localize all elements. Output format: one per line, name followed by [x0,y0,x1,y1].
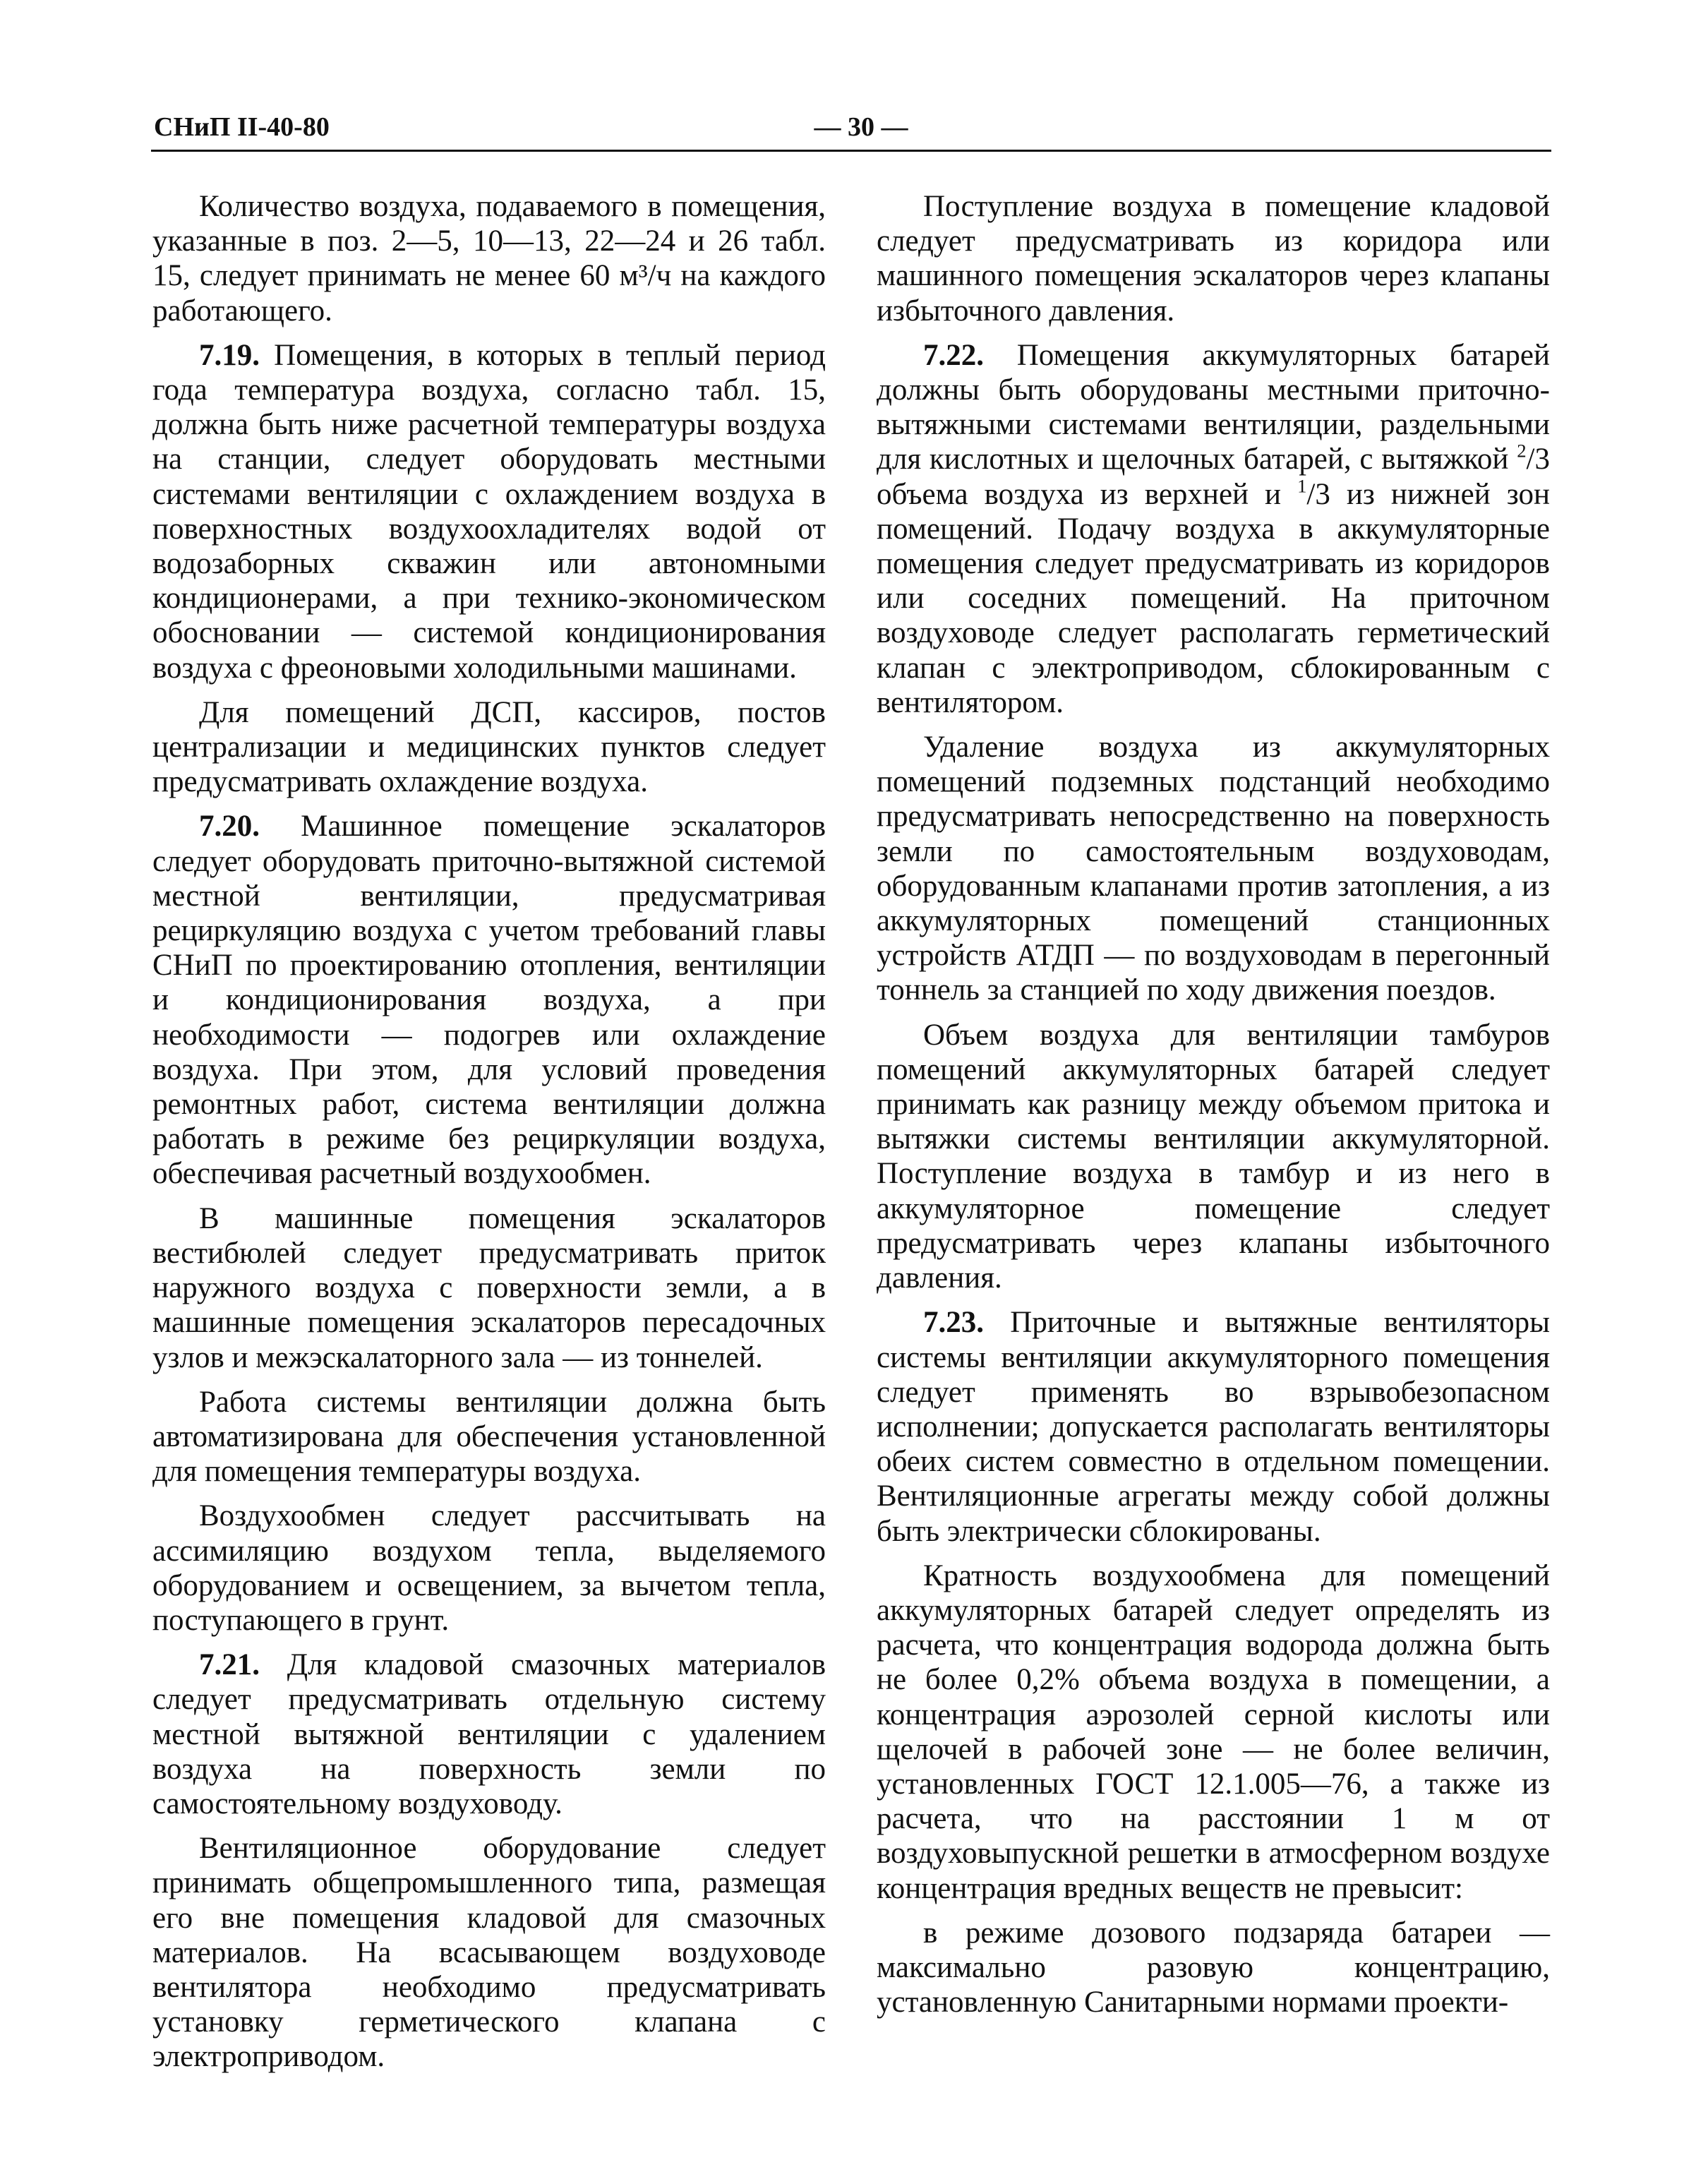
paragraph-text: Воздухообмен следует рассчитывать на ассимиляцию воздухом тепла, выделяемого оборудованием и освещением, за вычетом тепла, поступающего в грунт. [152,1499,826,1637]
document-code: СНиП II-40-80 [154,112,330,142]
clause-7-22 [877,338,1550,720]
paragraph-text: Объем воздуха для вентиляции тамбуров помещений аккумуляторных батарей следует принимать как разницу между объемом притока и вытяжки системы вентиляции аккумуляторной. Поступление воздуха в тамбур и из него в аккумуляторное помещение следует предусматривать через клапаны избыточного давления. [877,1018,1550,1295]
header-rule [151,150,1551,152]
clause-number: 7.22. [923,338,984,372]
fraction-denominator: /3 [1526,443,1550,476]
paragraph-text: Приточные и вытяжные вентиляторы системы вентиляции аккумуляторного помещения следует применять во взрывобезопасном исполнении; допускается располагать вентиляторы обеих систем совместно в отдельном помещении. Вентиляционные агрегаты между собой должны быть электрически сблокированы. [877,1306,1550,1548]
paragraph-text: в режиме дозового подзаряда батареи — максимально разовую концентрацию, установленную Санитарными нормами проекти- [877,1916,1550,2019]
clause-7-21 [152,1647,826,1821]
paragraph [152,695,826,800]
paragraph-text: Помещения аккумуляторных батарей должны быть оборудованы местными приточно-вытяжными системами вентиляции, раздельными для кислотных и щелочных батарей, с вытяжкой [877,338,1550,476]
paragraph-text: Для кладовой смазочных материалов следует предусматривать отдельную систему местной вытяжной вентиляции с удалением воздуха на поверхность земли по самостоятельному воздуховоду. [152,1648,826,1820]
clause-number: 7.23. [923,1306,984,1340]
clause-number: 7.21. [199,1648,260,1682]
clause-number: 7.19. [199,338,260,372]
fraction-numerator: 1 [1297,475,1307,497]
paragraph [152,1201,826,1375]
paragraph [152,189,826,328]
clause-7-19 [152,338,826,685]
page-number: — 30 — [814,112,908,142]
paragraph-text: Вентиляционное оборудование следует принимать общепромышленного типа, размещая его вне помещения кладовой для смазочных материалов. На всасывающем воздуховоде вентилятора необходимо предусматривать установку герметического клапана с электроприводом. [152,1832,826,2074]
fraction-numerator: 2 [1517,440,1527,462]
left-column [152,189,826,2084]
paragraph [877,730,1550,1008]
paragraph [152,1831,826,2074]
clause-7-23 [877,1305,1550,1548]
right-column [877,189,1550,2029]
paragraph-text: Количество воздуха, подаваемого в помещения, указанные в поз. 2—5, 10—13, 22—24 и 26 табл. 15, следует принимать не менее 60 м³/ч на каждого работающего. [152,190,826,328]
paragraph-text: Машинное помещение эскалаторов следует оборудовать приточно-вытяжной системой местной вентиляции, предусматривая рециркуляцию воздуха с учетом требований главы СНиП по проектированию отопления, вентиляции и кондиционирования воздуха, а при необходимости — подогрев или охлаждение воздуха. При этом, для условий проведения ремонтных работ, система вентиляции должна работать в режиме без рециркуляции воздуха, обеспечивая расчетный воздухообмен. [152,810,826,1191]
paragraph-text: Помещения, в которых в теплый период года температура воздуха, согласно табл. 15, должна быть ниже расчетной температуры воздуха на станции, следует оборудовать местными системами вентиляции с охлаждением воздуха в поверхностных воздухоохладителях водой от водозаборных скважин или автономными кондиционерами, а при технико-экономическом обосновании — системой кондиционирования воздуха с фреоновыми холодильными машинами. [152,338,826,685]
clause-number: 7.20. [199,810,260,844]
clause-7-20 [152,809,826,1191]
paragraph [152,1385,826,1489]
paragraph [152,1499,826,1638]
paragraph-text: В машинные помещения эскалаторов вестибюлей следует предусматривать приток наружного воздуха с поверхности земли, а в машинные помещения эскалаторов пересадочных узлов и межэскалаторного зала — из тоннелей. [152,1201,826,1374]
paragraph [877,1018,1550,1296]
paragraph [877,1916,1550,2020]
paragraph-text: Поступление воздуха в помещение кладовой следует предусматривать из коридора или машинного помещения эскалаторов через клапаны избыточного давления. [877,190,1550,328]
paragraph [877,1559,1550,1906]
paragraph [877,189,1550,328]
paragraph-text: из нижней зон помещений. Подачу воздуха в аккумуляторные помещения следует предусматривать из коридоров или соседних помещений. На приточном воздуховоде следует располагать герметический клапан с электроприводом, сблокированным с вентилятором. [877,477,1550,719]
paragraph-text: Кратность воздухообмена для помещений аккумуляторных батарей следует определять из расчета, что концентрация водорода должна быть не более 0,2% объема воздуха в помещении, а концентрация аэрозолей серной кислоты или щелочей в рабочей зоне — не более величин, установленных ГОСТ 12.1.005—76, а также из расчета, что на расстоянии 1 м от воздуховыпускной решетки в атмосферном воздухе концентрация вредных веществ не превысит: [877,1559,1550,1905]
paragraph-text: Для помещений ДСП, кассиров, постов централизации и медицинских пунктов следует предусматривать охлаждение воздуха. [152,695,826,799]
paragraph-text: Работа системы вентиляции должна быть автоматизирована для обеспечения установленной для помещения температуры воздуха. [152,1385,826,1489]
paragraph-text: объема воздуха из верхней и [877,477,1298,511]
fraction-denominator: /3 [1306,477,1330,511]
paragraph-text: Удаление воздуха из аккумуляторных помещений подземных подстанций необходимо предусматривать непосредственно на поверхность земли по самостоятельным воздуховодам, оборудованным клапанами против затопления, а из аккумуляторных помещений станционных устройств АТДП — по воздуховодам в перегонный тоннель за станцией по ходу движения поездов. [877,731,1550,1007]
